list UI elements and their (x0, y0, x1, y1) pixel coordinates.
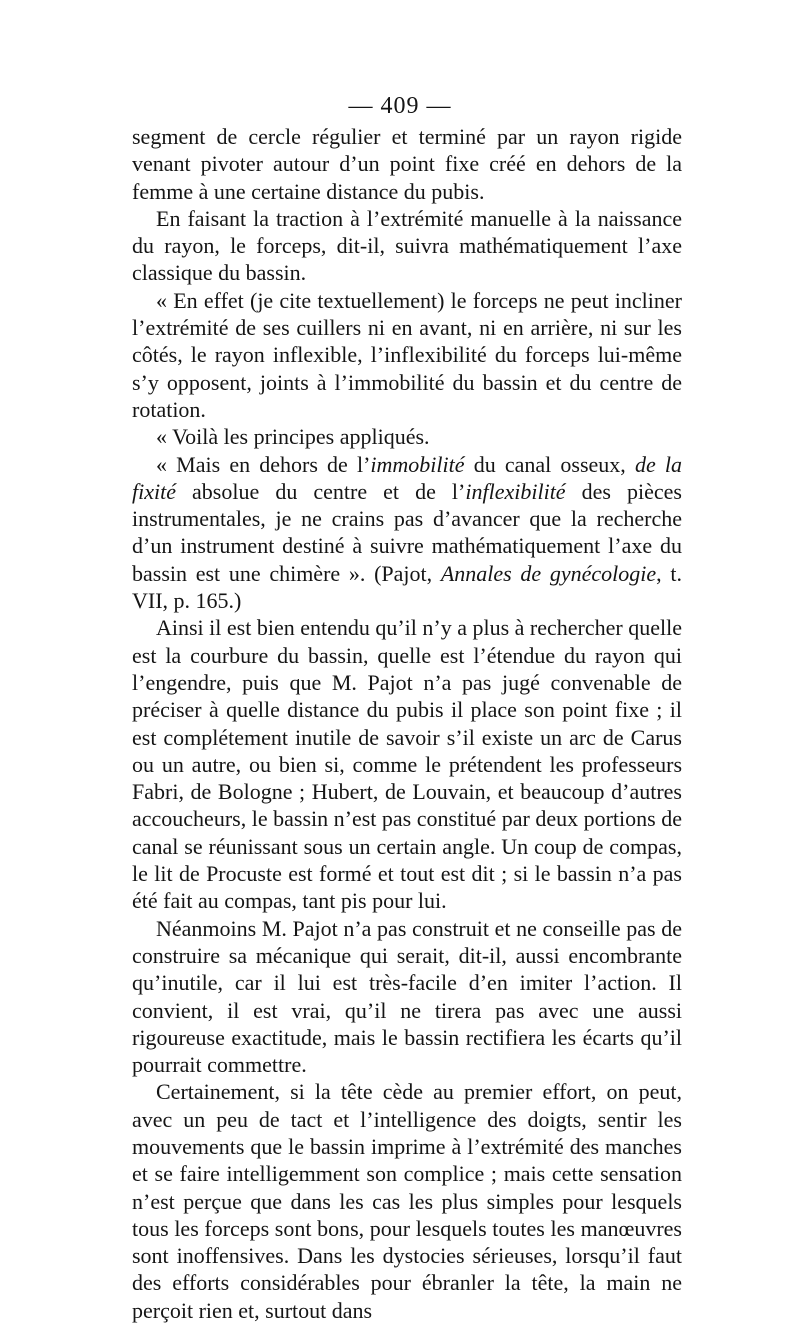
body-text (132, 123, 682, 1324)
paragraph-5-text-4: des pièces instrumentales, je ne crains pas d’avancer que la recherche d’un instrument destiné à suivre mathématiquement l’axe du bassin est une chimère ». (Pajot, (132, 478, 682, 586)
paragraph-5-text-5: , t. VII, p. 165.) (132, 560, 682, 614)
paragraph-5-italic-2: de la fixité (132, 451, 683, 504)
paragraph-1: segment de cercle régulier et terminé par un rayon rigide venant pivoter autour d’un point fixe créé en dehors de la femme à une certaine distance du pubis. (132, 124, 682, 204)
paragraph-5-journal-title: Annales de gynécologie (440, 560, 657, 586)
paragraph-7: Néanmoins M. Pajot n’a pas construit et ne conseille pas de construire sa mécanique qui serait, dit-il, aussi encombrante qu’inutile, car il lui est très-facile d’en imiter l’action. Il convient, il est vrai, qu’il ne tirera pas avec une aussi rigoureuse exactitude, mais le bassin rectifiera les écarts qu’il pourrait commettre. (132, 915, 682, 1078)
paragraph-2: En faisant la traction à l’extrémité manuelle à la naissance du rayon, le forceps, dit-il, suivra mathématiquement l’axe classique du bassin. (132, 205, 682, 286)
paragraph-5-text-2: du canal osseux, (464, 451, 635, 477)
paragraph-5-italic-1: immobilité (370, 451, 465, 477)
paragraph-5-text-1: « Mais en dehors de l’ (156, 451, 371, 477)
paragraph-8: Certainement, si la tête cède au premier effort, on peut, avec un peu de tact et l’intelligence des doigts, sentir les mouvements que le bassin imprime à l’extrémité des manches et se faire intelligemment son complice ; mais cette sensation n’est perçue que dans les cas les plus simples pour lesquels tous les forceps sont bons, pour lesquels toutes les manœuvres sont inoffensives. Dans les dystocies sérieuses, lorsqu’il faut des efforts considérables pour ébranler la tête, la main ne perçoit rien et, surtout dans (132, 1079, 682, 1323)
paragraph-4: « Voilà les principes appliqués. (156, 424, 430, 450)
page-number: — 409 — (348, 93, 452, 119)
paragraph-5-italic-3: inflexibilité (465, 478, 566, 504)
paragraph-3: « En effet (je cite textuellement) le forceps ne peut incliner l’extrémité de ses cuillers ni en avant, ni en arrière, ni sur les côtés, le rayon inflexible, l’inflexibilité du forceps lui-même s’y opposent, joints à l’immobilité du bassin et du centre de rotation. (132, 287, 682, 422)
paragraph-6: Ainsi il est bien entendu qu’il n’y a plus à rechercher quelle est la courbure du bassin, quelle est l’étendue du rayon qui l’engendre, puis que M. Pajot n’a pas jugé convenable de préciser à quelle distance du pubis il place son point fixe ; il est complétement inutile de savoir s’il existe un arc de Carus ou un autre, ou bien si, comme le prétendent les professeurs Fabri, de Bologne ; Hubert, de Louvain, et beaucoup d’autres accoucheurs, le bassin n’est pas constitué par deux portions de canal se réunissant sous un certain angle. Un coup de compas, le lit de Procuste est formé et tout est dit ; si le bassin n’a pas été fait au compas, tant pis pour lui. (132, 615, 682, 914)
paragraph-5-text-3: absolue du centre et de l’ (175, 478, 466, 504)
paragraph-5 (132, 451, 682, 615)
